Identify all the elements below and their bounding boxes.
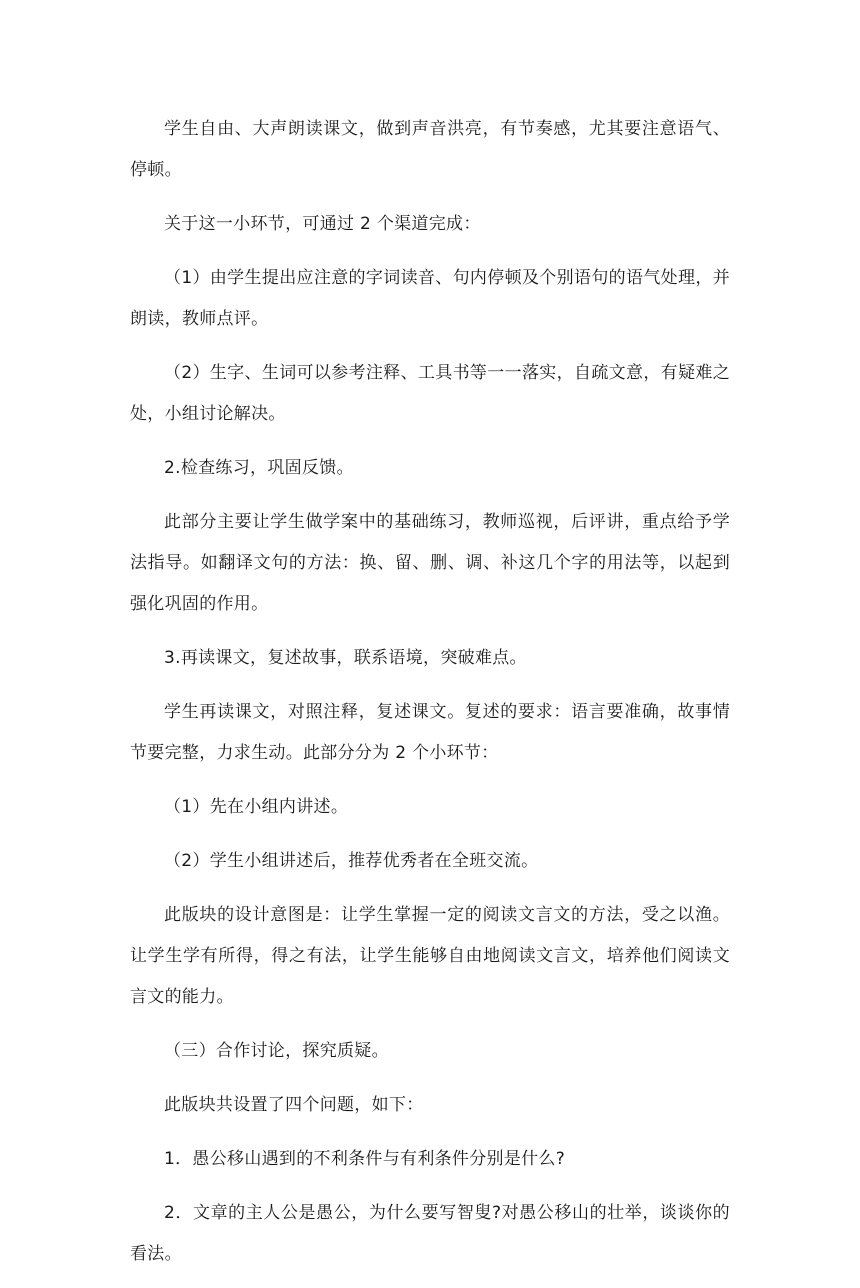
paragraph-design-intent: 此版块的设计意图是：让学生掌握一定的阅读文言文的方法，受之以渔。让学生学有所得，得之有法，让学生能够自由地阅读文言文，培养他们阅读文言文的能力。	[130, 905, 730, 1007]
question-1: 1．愚公移山遇到的不利条件与有利条件分别是什么?	[164, 1149, 566, 1169]
paragraph-basic-exercises: 此部分主要让学生做学案中的基础练习，教师巡视，后评讲，重点给予学法指导。如翻译文句的方法：换、留、删、调、补这几个字的用法等，以起到强化巩固的作用。	[130, 512, 730, 614]
paragraph-step-1: （1）先在小组内讲述。	[164, 797, 349, 817]
document-body	[130, 109, 730, 1288]
paragraph-retell-requirements: 学生再读课文，对照注释，复述课文。复述的要求：语言要准确，故事情节要完整，力求生动。此部分分为 2 个小环节：	[130, 702, 730, 763]
section-heading-reread: 3.再读课文，复述故事，联系语境，突破难点。	[164, 648, 527, 668]
paragraph-channel-2: （2）生字、生词可以参考注释、工具书等一一落实，自疏文意，有疑难之处，小组讨论解决。	[130, 363, 730, 424]
section-heading-check-exercises: 2.检查练习，巩固反馈。	[164, 458, 354, 478]
paragraph-step-2: （2）学生小组讲述后，推荐优秀者在全班交流。	[164, 851, 539, 871]
paragraph-four-questions: 此版块共设置了四个问题，如下：	[164, 1095, 424, 1115]
paragraph-channel-1: （1）由学生提出应注意的字词读音、句内停顿及个别语句的语气处理，并朗读，教师点评。	[130, 268, 730, 329]
paragraph-two-channels: 关于这一小环节，可通过 2 个渠道完成：	[164, 214, 481, 234]
question-2: 2．文章的主人公是愚公，为什么要写智叟?对愚公移山的壮举，谈谈你的看法。	[130, 1203, 730, 1264]
paragraph-read-aloud: 学生自由、大声朗读课文，做到声音洪亮，有节奏感，尤其要注意语气、停顿。	[130, 119, 730, 180]
section-heading-discussion: （三）合作讨论，探究质疑。	[164, 1041, 389, 1061]
